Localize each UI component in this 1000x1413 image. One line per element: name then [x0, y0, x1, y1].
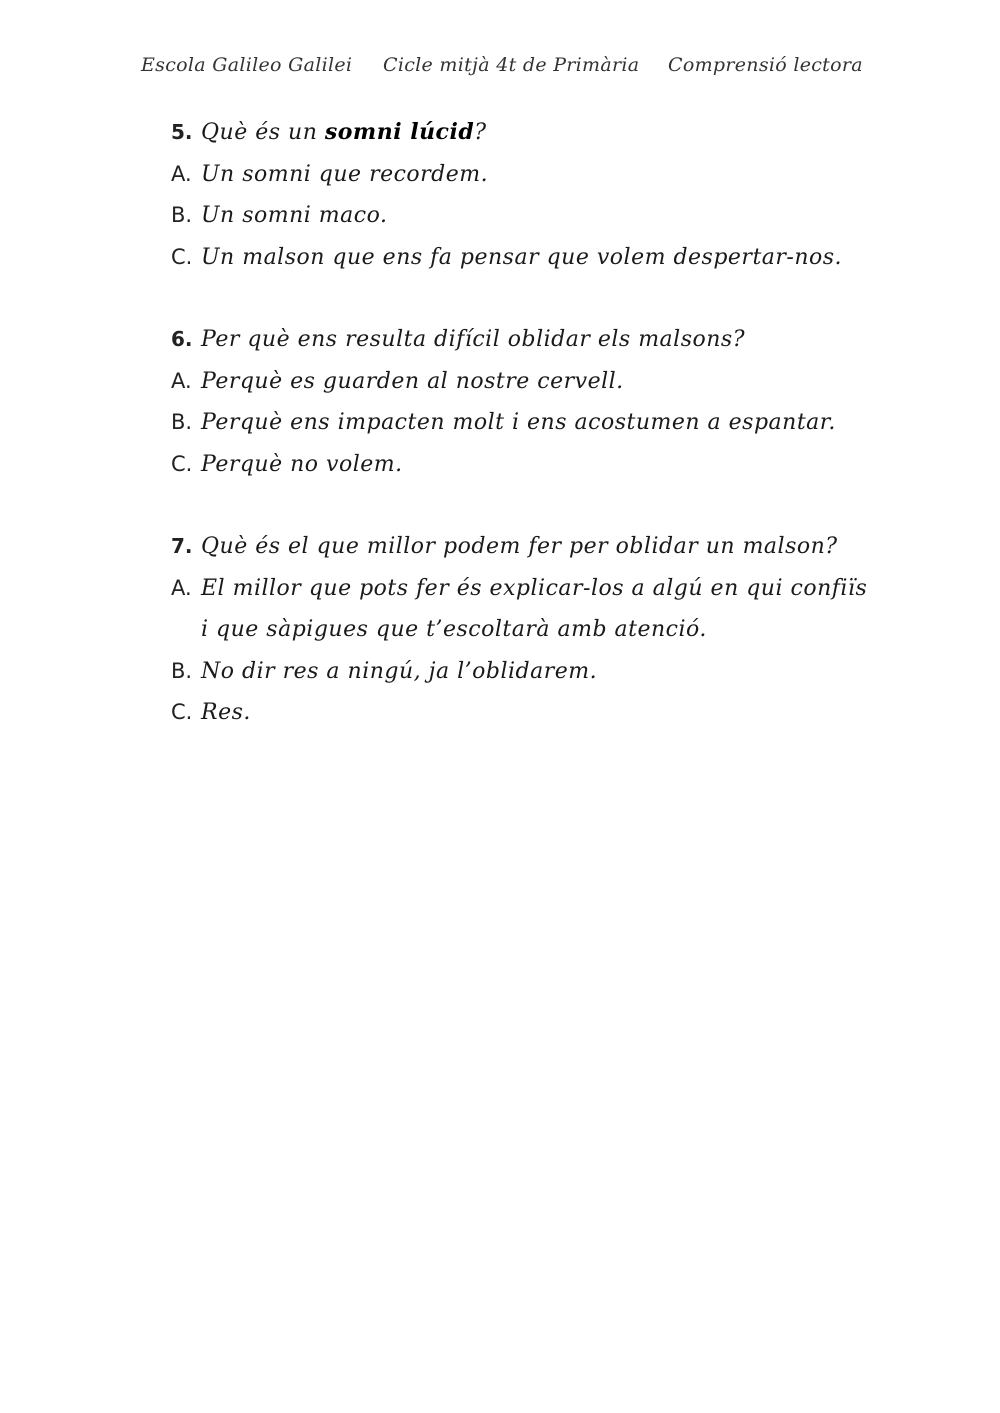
subject-title: Comprensió lectora	[668, 54, 863, 76]
prompt-part: Què és un	[201, 120, 325, 145]
questionnaire	[171, 112, 871, 775]
option-text: Perquè no volem.	[201, 451, 403, 477]
question-text: Per què ens resulta difícil oblidar els malsons?	[201, 327, 745, 352]
page-header	[141, 54, 861, 84]
option-text: No dir res a ningú, ja l’oblidarem.	[201, 658, 598, 684]
answer-option-b[interactable]	[171, 402, 871, 444]
answer-option-b[interactable]	[171, 651, 871, 693]
option-label: C.	[171, 244, 193, 269]
option-label: B.	[171, 203, 193, 227]
answer-option-a[interactable]	[171, 361, 871, 403]
option-text: Un malson que ens fa pensar que volem despertar-nos.	[201, 244, 843, 270]
question-number: 5.	[171, 120, 193, 144]
answer-option-a-continuation	[171, 609, 871, 651]
option-label: C.	[171, 700, 193, 724]
option-label: B.	[171, 410, 193, 434]
option-label: A.	[171, 368, 192, 393]
question-prompt	[171, 112, 871, 154]
course-level: Cicle mitjà 4t de Primària	[383, 54, 640, 76]
option-text: i que sàpigues que t’escoltarà amb atenció.	[201, 617, 707, 642]
question-7	[171, 526, 871, 734]
option-text: El millor que pots fer és explicar-los a algú en qui confiïs	[201, 575, 868, 601]
prompt-emphasis: somni lúcid	[324, 119, 475, 145]
question-text	[201, 120, 487, 145]
question-prompt	[171, 526, 871, 568]
option-text: Perquè es guarden al nostre cervell.	[201, 368, 624, 394]
prompt-part: ?	[474, 120, 487, 145]
answer-option-b[interactable]	[171, 195, 871, 237]
answer-option-c[interactable]	[171, 444, 871, 486]
option-label: C.	[171, 451, 193, 476]
question-number: 7.	[171, 534, 193, 558]
option-label: A.	[171, 161, 192, 186]
question-prompt	[171, 319, 871, 361]
question-5	[171, 112, 871, 278]
option-text: Res.	[201, 700, 251, 725]
option-label: B.	[171, 658, 193, 683]
question-text: Què és el que millor podem fer per oblidar un malson?	[201, 534, 838, 559]
question-number: 6.	[171, 327, 193, 351]
answer-option-c[interactable]	[171, 692, 871, 734]
option-text: Un somni maco.	[201, 203, 388, 228]
option-text: Perquè ens impacten molt i ens acostumen a espantar.	[201, 410, 836, 435]
answer-option-c[interactable]	[171, 237, 871, 279]
answer-option-a[interactable]	[171, 568, 871, 610]
option-text: Un somni que recordem.	[201, 161, 489, 187]
question-6	[171, 319, 871, 485]
school-name: Escola Galileo Galilei	[141, 54, 353, 76]
option-label: A.	[171, 575, 192, 600]
answer-option-a[interactable]	[171, 154, 871, 196]
